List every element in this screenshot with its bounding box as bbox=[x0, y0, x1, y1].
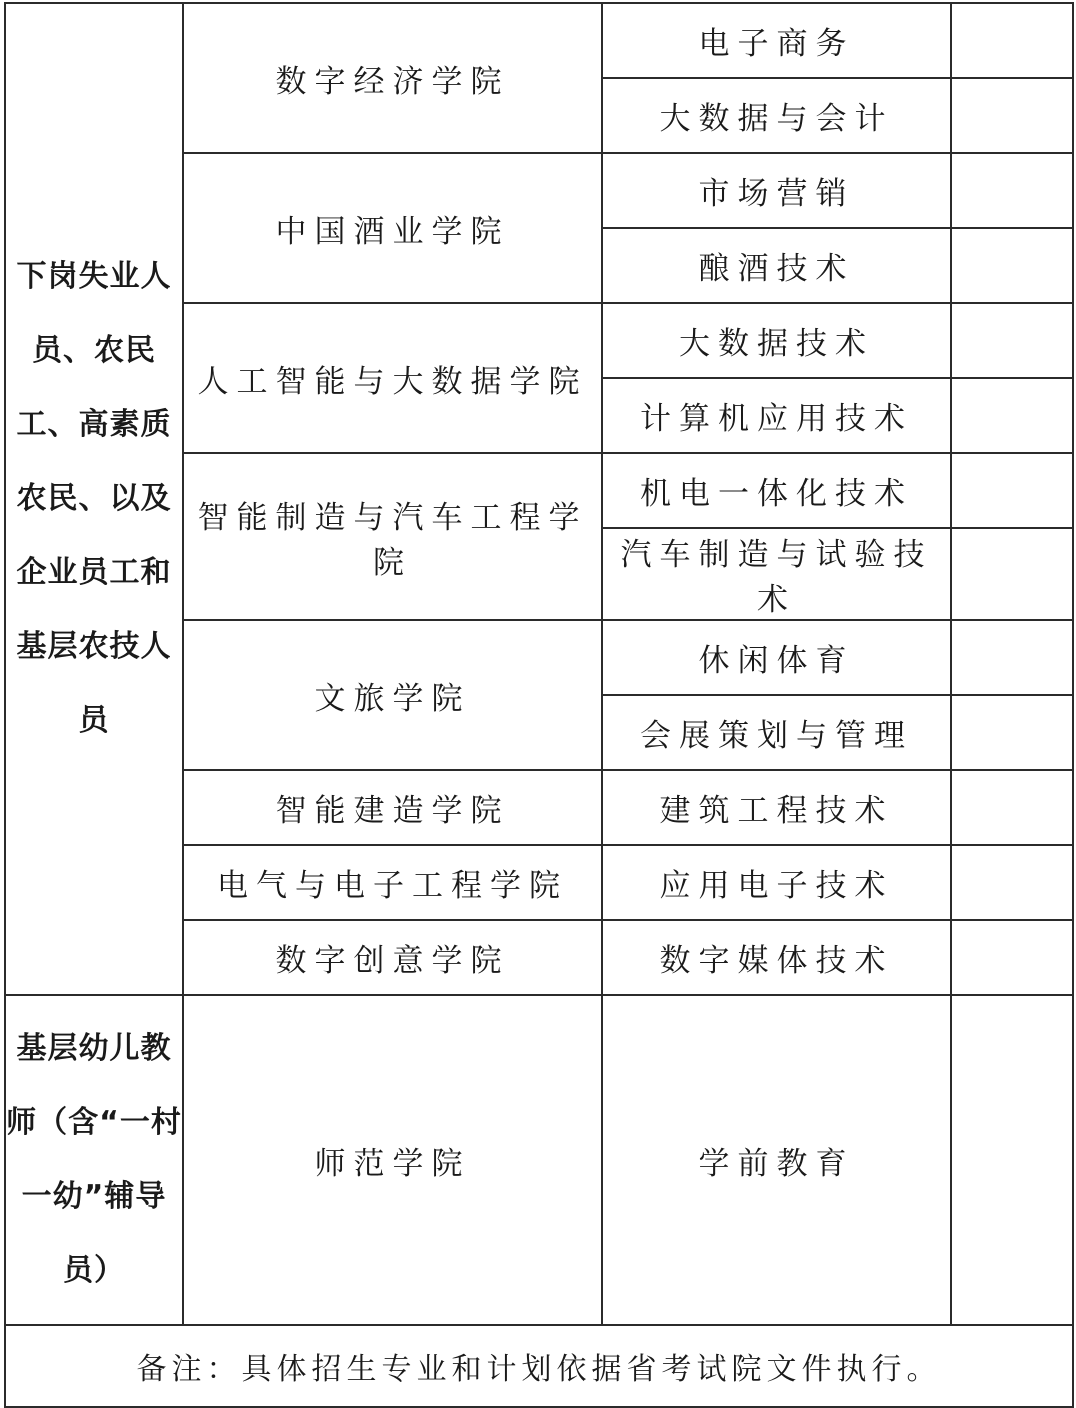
table-row bbox=[5, 3, 1073, 78]
empty-cell bbox=[951, 845, 1073, 920]
category-cell: 基层幼儿教师（含“一村一幼”辅导员） bbox=[5, 995, 183, 1325]
college-cell: 智能建造学院 bbox=[183, 770, 602, 845]
empty-cell bbox=[951, 378, 1073, 453]
major-cell: 汽车制造与试验技术 bbox=[602, 528, 951, 620]
empty-cell bbox=[951, 995, 1073, 1325]
major-cell: 市场营销 bbox=[602, 153, 951, 228]
note-row bbox=[5, 1325, 1073, 1407]
empty-cell bbox=[951, 528, 1073, 620]
major-cell: 建筑工程技术 bbox=[602, 770, 951, 845]
college-cell: 智能制造与汽车工程学院 bbox=[183, 453, 602, 620]
empty-cell bbox=[951, 620, 1073, 695]
college-cell: 师范学院 bbox=[183, 995, 602, 1325]
empty-cell bbox=[951, 303, 1073, 378]
empty-cell bbox=[951, 78, 1073, 153]
major-cell: 酿酒技术 bbox=[602, 228, 951, 303]
empty-cell bbox=[951, 770, 1073, 845]
empty-cell bbox=[951, 920, 1073, 995]
college-cell: 中国酒业学院 bbox=[183, 153, 602, 303]
empty-cell bbox=[951, 228, 1073, 303]
college-cell: 电气与电子工程学院 bbox=[183, 845, 602, 920]
college-cell: 文旅学院 bbox=[183, 620, 602, 770]
major-cell: 会展策划与管理 bbox=[602, 695, 951, 770]
empty-cell bbox=[951, 695, 1073, 770]
table-row bbox=[5, 995, 1073, 1325]
major-cell: 数字媒体技术 bbox=[602, 920, 951, 995]
major-cell: 大数据与会计 bbox=[602, 78, 951, 153]
college-cell: 人工智能与大数据学院 bbox=[183, 303, 602, 453]
college-cell: 数字创意学院 bbox=[183, 920, 602, 995]
enrollment-table bbox=[4, 2, 1074, 1408]
category-cell: 下岗失业人员、农民工、高素质农民、以及企业员工和基层农技人员 bbox=[5, 3, 183, 995]
major-cell: 电子商务 bbox=[602, 3, 951, 78]
empty-cell bbox=[951, 153, 1073, 228]
table-note: 备注：具体招生专业和计划依据省考试院文件执行。 bbox=[5, 1325, 1073, 1407]
college-cell: 数字经济学院 bbox=[183, 3, 602, 153]
empty-cell bbox=[951, 3, 1073, 78]
major-cell: 机电一体化技术 bbox=[602, 453, 951, 528]
empty-cell bbox=[951, 453, 1073, 528]
major-cell: 计算机应用技术 bbox=[602, 378, 951, 453]
major-cell: 学前教育 bbox=[602, 995, 951, 1325]
major-cell: 应用电子技术 bbox=[602, 845, 951, 920]
major-cell: 大数据技术 bbox=[602, 303, 951, 378]
major-cell: 休闲体育 bbox=[602, 620, 951, 695]
